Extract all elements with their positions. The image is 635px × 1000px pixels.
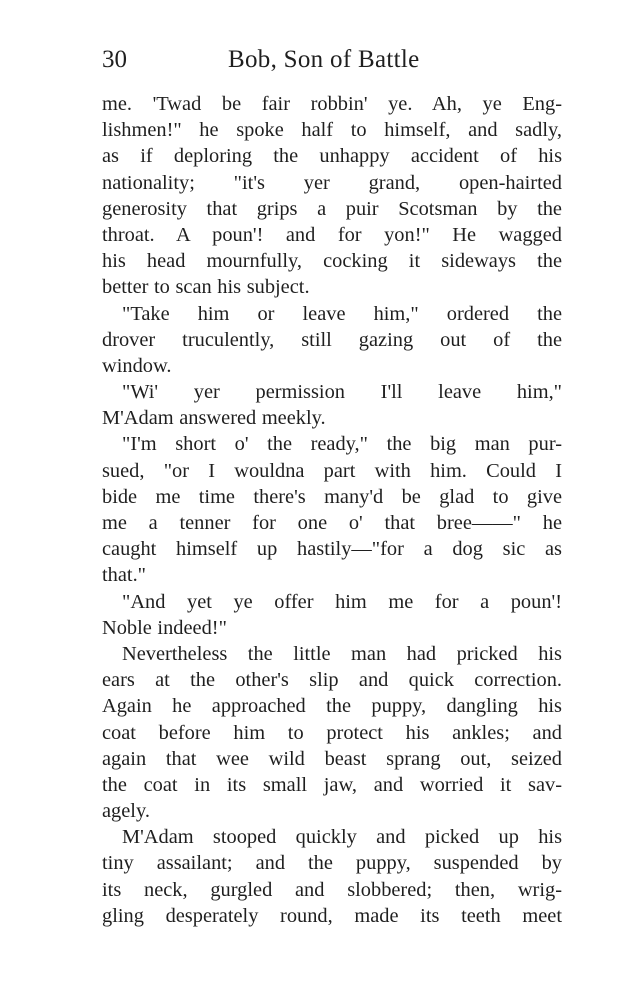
page-header (102, 44, 562, 76)
text-line: me. 'Twad be fair robbin' ye. Ah, ye Eng- (102, 93, 562, 115)
text-line: window. (102, 354, 172, 377)
text-line: coat before him to protect his ankles; and (102, 721, 562, 744)
text-line: agely. (102, 800, 150, 823)
text-line: his head mournfully, cocking it sideways the (102, 250, 562, 273)
body-text (102, 91, 562, 929)
text-line: again that wee wild beast sprang out, seized (102, 747, 562, 770)
page-number: 30 (102, 46, 127, 73)
text-line: ears at the other's slip and quick correction. (102, 669, 562, 692)
text-line: "Take him or leave him," ordered the (122, 302, 562, 325)
text-line: throat. A poun'! and for yon!" He wagged (102, 223, 562, 246)
text-line: M'Adam answered meekly. (102, 407, 326, 430)
text-line: generosity that grips a puir Scotsman by the (102, 197, 562, 220)
text-line: Again he approached the puppy, dangling his (102, 695, 562, 718)
text-line: as if deploring the unhappy accident of his (102, 145, 562, 168)
text-line: "And yet ye offer him me for a poun'! (122, 590, 562, 613)
text-line: sued, "or I wouldna part with him. Could I (102, 459, 562, 482)
text-line: me a tenner for one o' that bree——" he (102, 512, 562, 534)
text-line: lishmen!" he spoke half to himself, and sadly, (102, 119, 562, 142)
running-title: Bob, Son of Battle (228, 46, 420, 73)
text-line: caught himself up hastily—"for a dog sic as (102, 538, 562, 561)
text-line: its neck, gurgled and slobbered; then, wrig- (102, 878, 562, 901)
text-line: "I'm short o' the ready," the big man pur- (122, 433, 562, 456)
text-line: tiny assailant; and the puppy, suspended by (102, 852, 562, 875)
text-line: "Wi' yer permission I'll leave him," (122, 381, 562, 404)
text-line: Nevertheless the little man had pricked his (122, 642, 562, 665)
text-line: M'Adam stooped quickly and picked up his (122, 826, 562, 849)
text-line: Noble indeed!" (102, 616, 227, 639)
text-line: drover truculently, still gazing out of the (102, 328, 562, 351)
text-line: better to scan his subject. (102, 276, 310, 299)
text-line: the coat in its small jaw, and worried it sav- (102, 773, 562, 796)
text-line: nationality; "it's yer grand, open-hairted (102, 171, 562, 194)
text-line: that." (102, 564, 146, 587)
text-line: bide me time there's many'd be glad to give (102, 485, 562, 508)
text-line: gling desperately round, made its teeth meet (102, 904, 562, 927)
